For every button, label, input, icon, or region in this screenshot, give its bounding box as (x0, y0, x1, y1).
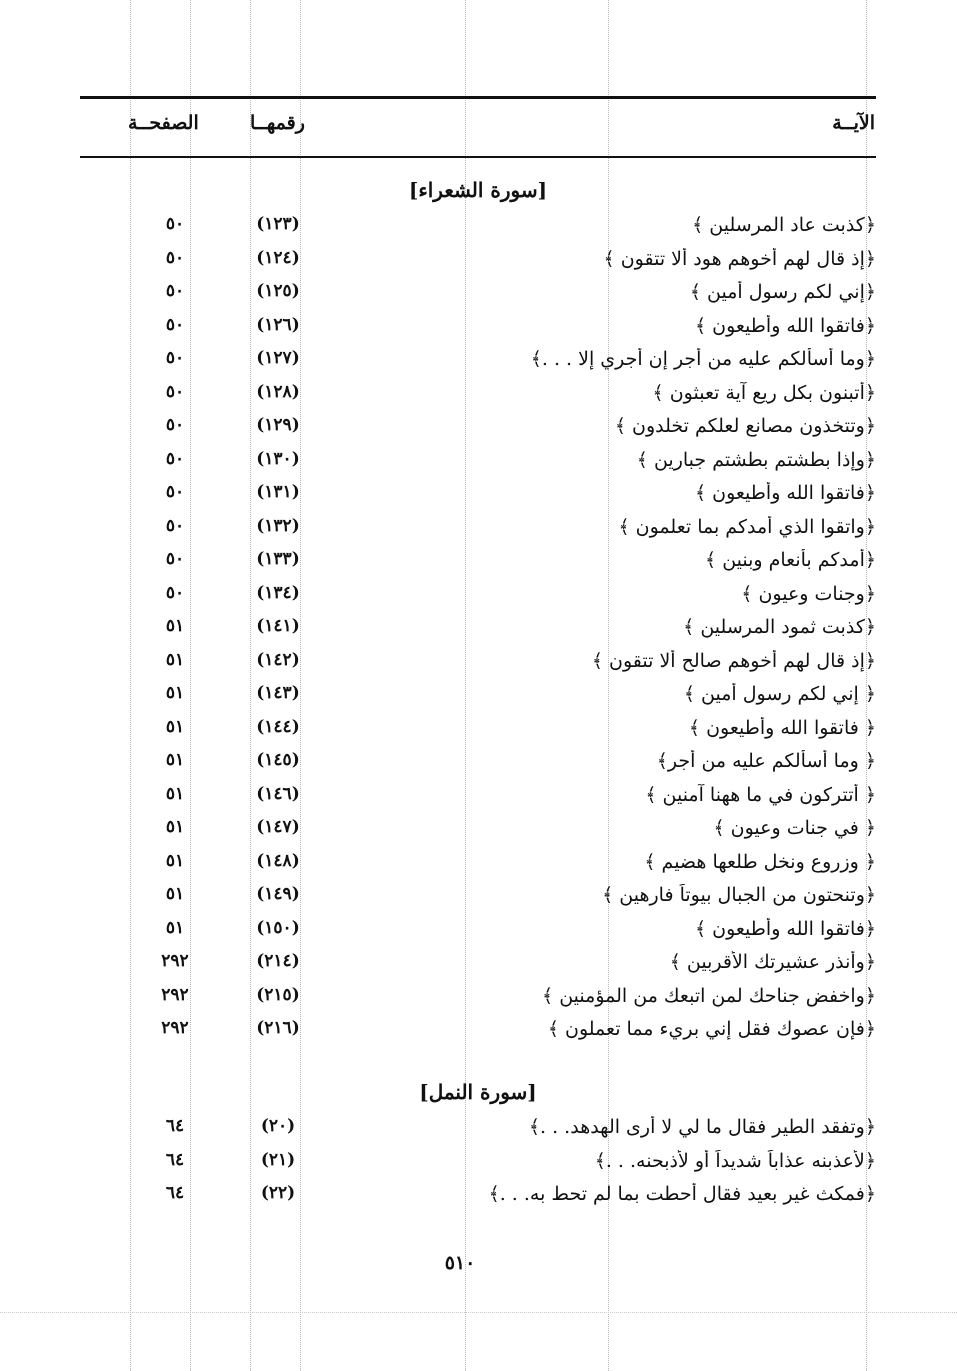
page-ref: ٥٠ (165, 448, 185, 469)
verse-number: (٢١٦) (256, 1018, 300, 1038)
page-ref: ٥١ (165, 716, 185, 737)
verse-number: (١٤٤) (256, 716, 300, 737)
verse-number: (١٤٧) (256, 817, 300, 837)
page-ref: ٥٠ (165, 281, 185, 301)
verse-text: ﴿فاتقوا الله وأطيعون ﴾ (694, 482, 876, 504)
page-ref: ٥١ (165, 917, 185, 938)
verse-text: ﴿وتتخذون مصانع لعلكم تخلدون ﴾ (614, 415, 876, 437)
verse-number: (٢١) (260, 1149, 296, 1170)
table-row (80, 281, 876, 314)
verse-text: ﴿أتبنون بكل ريع آية تعبثون ﴾ (652, 381, 876, 404)
table-row (80, 650, 876, 683)
verse-text: ﴿وتنحتون من الجبال بيوتاً فارهين ﴾ (602, 884, 876, 906)
verse-number: (٢٢) (260, 1183, 296, 1203)
verse-number: (١٤٦) (256, 783, 300, 804)
verse-number: (١٤١) (256, 616, 300, 636)
verse-number: (١٤٩) (256, 884, 300, 904)
verse-number: (٢١٥) (256, 984, 300, 1005)
page-ref: ٦٤ (165, 1183, 185, 1203)
page-ref: ٥١ (165, 750, 185, 770)
verse-text: ﴿ في جنات وعيون ﴾ (713, 817, 876, 839)
table-row (80, 851, 876, 884)
table-row (80, 583, 876, 616)
verse-text: ﴿واخفض جناحك لمن اتبعك من المؤمنين ﴾ (542, 984, 876, 1007)
verse-number: (١٣١) (256, 482, 300, 502)
page-ref: ٢٩٢ (161, 984, 189, 1005)
verse-text: ﴿إذ قال لهم أخوهم هود ألا تتقون ﴾ (603, 247, 876, 270)
verse-text: ﴿وإذا بطشتم بطشتم جبارين ﴾ (636, 448, 876, 471)
verse-text: ﴿كذبت عاد المرسلين ﴾ (692, 214, 876, 236)
table-row (80, 1150, 876, 1183)
page-ref: ٥٠ (165, 314, 185, 335)
table-row (80, 549, 876, 582)
guide-line (0, 1312, 957, 1313)
page-ref: ٥٠ (165, 549, 185, 569)
header-verse: الآيــة (832, 112, 875, 134)
page-ref: ٢٩٢ (161, 1018, 189, 1038)
verse-number: (١٤٣) (256, 683, 300, 703)
verse-number: (١٣٠) (256, 448, 300, 469)
verse-text: ﴿فمكث غير بعيد فقال أحطت بما لم تحط به. . .﴾ (488, 1183, 876, 1205)
table-row (80, 817, 876, 850)
page-ref: ٥١ (165, 649, 185, 670)
table-row (80, 717, 876, 750)
verse-number: (١٢٥) (256, 281, 300, 301)
page-ref: ٢٩٢ (161, 951, 189, 971)
table-row (80, 750, 876, 783)
table-row (80, 1018, 876, 1051)
page-ref: ٥١ (165, 850, 185, 871)
page-ref: ٥١ (165, 783, 185, 804)
header-rule (80, 156, 876, 158)
verse-text: ﴿ وزروع ونخل طلعها هضيم ﴾ (644, 850, 876, 873)
verse-text: ﴿وما أسألكم عليه من أجر إن أجري إلا . . .﴾ (530, 348, 876, 370)
table-row (80, 918, 876, 951)
verse-text: ﴿واتقوا الذي أمدكم بما تعلمون ﴾ (618, 515, 876, 538)
table-row (80, 784, 876, 817)
verse-text: ﴿أمدكم بأنعام وبنين ﴾ (705, 549, 876, 571)
table-row (80, 248, 876, 281)
verse-text: ﴿ وما أسألكم عليه من أجر﴾ (656, 750, 876, 772)
verse-number: (٢٠) (260, 1116, 296, 1136)
section-title: [سورة الشعراء] (408, 178, 548, 202)
page-ref: ٦٤ (165, 1149, 185, 1170)
table-row (80, 616, 876, 649)
verse-number: (١٢٤) (256, 247, 300, 268)
verse-number: (١٤٢) (256, 649, 300, 670)
verse-number: (١٣٤) (256, 582, 300, 603)
header-number: رقمهــا (250, 112, 305, 134)
verse-number: (١٢٧) (256, 348, 300, 368)
verse-text: ﴿إذ قال لهم أخوهم صالح ألا تتقون ﴾ (591, 649, 876, 672)
page-ref: ٥٠ (165, 214, 185, 234)
verse-text: ﴿وجنات وعيون ﴾ (741, 582, 876, 605)
top-rule (80, 96, 876, 99)
table-row (80, 449, 876, 482)
page-ref: ٥١ (165, 616, 185, 636)
page-ref: ٥١ (165, 817, 185, 837)
page-number: ٥١٠ (444, 1252, 476, 1274)
table-row (80, 382, 876, 415)
verse-number: (١٥٠) (256, 917, 300, 938)
page-ref: ٥٠ (165, 381, 185, 402)
table-row (80, 1116, 876, 1149)
verse-text: ﴿ أتتركون في ما ههنا آمنين ﴾ (645, 783, 876, 806)
verse-text: ﴿ فاتقوا الله وأطيعون ﴾ (688, 716, 876, 739)
table-row (80, 1183, 876, 1216)
table-row (80, 985, 876, 1018)
page-ref: ٥٠ (165, 582, 185, 603)
table-row (80, 214, 876, 247)
verse-number: (١٢٨) (256, 381, 300, 402)
table-row (80, 884, 876, 917)
verse-number: (١٢٣) (256, 214, 300, 234)
table-row (80, 683, 876, 716)
table-row (80, 315, 876, 348)
page-ref: ٥١ (165, 884, 185, 904)
verse-number: (١٣٣) (256, 549, 300, 569)
verse-number: (١٢٩) (256, 415, 300, 435)
verse-text: ﴿كذبت ثمود المرسلين ﴾ (683, 616, 876, 638)
verse-text: ﴿إني لكم رسول أمين ﴾ (689, 281, 876, 303)
verse-text: ﴿فإن عصوك فقل إني بريء مما تعملون ﴾ (547, 1018, 876, 1040)
table-row (80, 482, 876, 515)
verse-text: ﴿فاتقوا الله وأطيعون ﴾ (694, 917, 876, 940)
verse-text: ﴿لأعذبنه عذاباً شديداً أو لأذبحنه. . .﴾ (594, 1149, 876, 1172)
page-ref: ٥٠ (165, 515, 185, 536)
verse-number: (١٤٥) (256, 750, 300, 770)
page-ref: ٥٠ (165, 482, 185, 502)
table-row (80, 951, 876, 984)
section-title: [سورة النمل] (419, 1080, 537, 1104)
verse-text: ﴿وأنذر عشيرتك الأقربين ﴾ (669, 951, 876, 973)
header-page: الصفحــة (128, 112, 199, 134)
verse-number: (٢١٤) (256, 951, 300, 971)
table-row (80, 348, 876, 381)
verse-text: ﴿وتفقد الطير فقال ما لي لا أرى الهدهد. . .﴾ (528, 1116, 876, 1138)
table-row (80, 415, 876, 448)
page-ref: ٥٠ (165, 348, 185, 368)
page-ref: ٦٤ (165, 1116, 185, 1136)
verse-number: (١٢٦) (256, 314, 300, 335)
verse-number: (١٣٢) (256, 515, 300, 536)
page-ref: ٥١ (165, 683, 185, 703)
table-row (80, 516, 876, 549)
page-ref: ٥٠ (165, 415, 185, 435)
verse-number: (١٤٨) (256, 850, 300, 871)
verse-text: ﴿ إني لكم رسول أمين ﴾ (683, 683, 876, 705)
page-ref: ٥٠ (165, 247, 185, 268)
verse-text: ﴿فاتقوا الله وأطيعون ﴾ (694, 314, 876, 337)
